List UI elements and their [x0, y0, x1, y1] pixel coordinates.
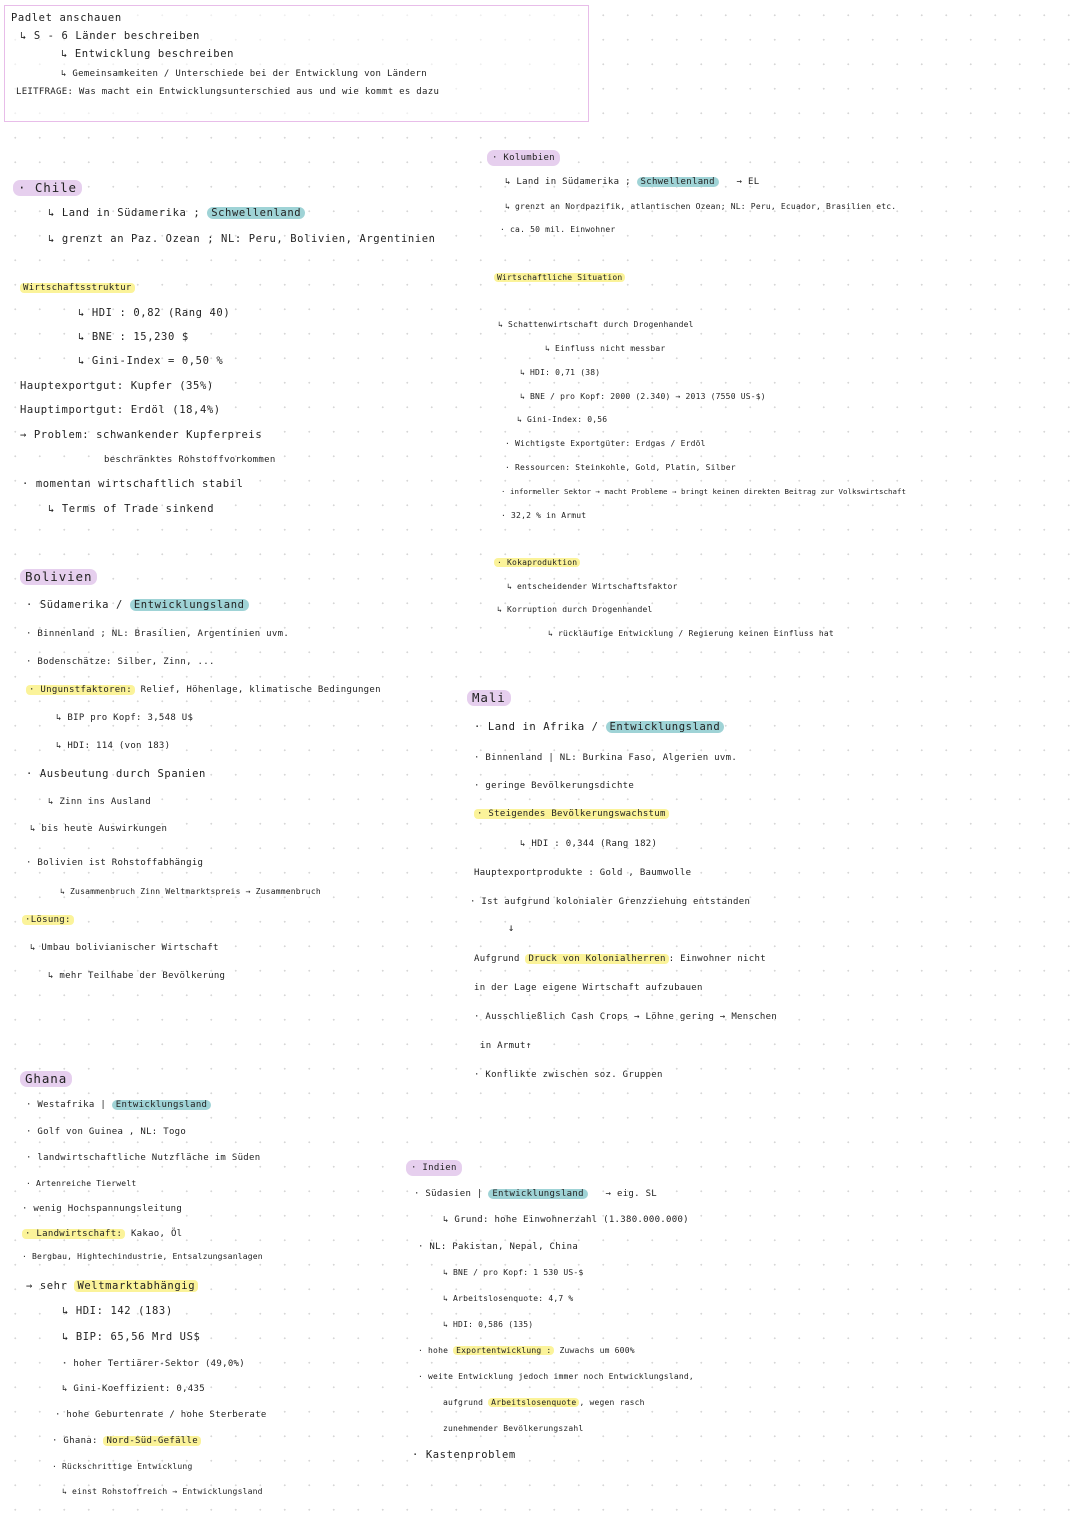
kolumbien-einfluss: ↳ Einfluss nicht messbar	[545, 344, 666, 353]
ghana-west: · Westafrika | Entwicklungsland	[26, 1098, 211, 1112]
indien-export: · hohe Exportentwicklung : Zuwachs um 600%	[418, 1346, 635, 1355]
ghana-bergbau: · Bergbau, Hightechindustrie, Entsalzungsanlagen	[22, 1252, 263, 1261]
bolivien-boden: · Bodenschätze: Silber, Zinn, ...	[26, 657, 215, 667]
indien-zunehm: zunehmender Bevölkerungszahl	[443, 1424, 584, 1433]
ghana-welt: → sehr Weltmarktabhängig	[26, 1279, 198, 1293]
ghana-rueck: · Rückschrittige Entwicklung	[52, 1462, 193, 1471]
mali-druck: Aufgrund Druck von Kolonialherren : Einwohner nicht	[474, 954, 766, 964]
mali-arrow: ↓	[508, 922, 515, 934]
chile-terms: ↳ Terms of Trade sinkend	[48, 503, 215, 515]
ghana-landwirtschaft: · Landwirtschaft: Kakao, Öl	[22, 1227, 182, 1241]
kolumbien-koka-title: · Kokaproduktion	[494, 556, 580, 570]
chile-problem: → Problem: schwankender Kupferpreis	[20, 429, 263, 441]
bolivien-title: Bolivien	[20, 569, 97, 585]
chile-ws-title: Wirtschaftsstruktur	[20, 281, 135, 295]
kolumbien-ress: · Ressourcen: Steinkohle, Gold, Platin, Silber	[505, 463, 736, 472]
bolivien-heute: ↳ bis heute Auswirkungen	[30, 824, 168, 834]
mali-wachstum: · Steigendes Bevölkerungswachstum	[474, 807, 669, 821]
ghana-landw: · landwirtschaftliche Nutzfläche im Süden	[26, 1153, 261, 1163]
chile-status-badge: Schwellenland	[207, 207, 305, 219]
kolumbien-einw: · ca. 50 mil. Einwohner	[500, 225, 616, 234]
chile-import: Hauptimportgut: Erdöl (18,4%)	[20, 404, 221, 416]
kolumbien-rueck: ↳ rückläufige Entwicklung / Regierung keinen Einfluss hat	[548, 629, 834, 638]
ghana-bip: ↳ BIP: 65,56 Mrd US$	[62, 1331, 201, 1343]
indien-sud: · Südasien | Entwicklungsland → eig. SL	[414, 1189, 658, 1199]
kolumbien-bne: ↳ BNE / pro Kopf: 2000 (2.340) → 2013 (7550 US-$)	[520, 392, 766, 401]
kolumbien-ws-title: Wirtschaftliche Situation	[494, 271, 625, 285]
ghana-hdi: ↳ HDI: 142 (183)	[62, 1305, 173, 1317]
kolumbien-korr: ↳ Korruption durch Drogenhandel	[497, 605, 653, 614]
chile-title: · Chile	[13, 180, 82, 196]
kolumbien-title: · Kolumbien	[487, 150, 560, 166]
kolumbien-informell: · informeller Sektor → macht Probleme ⇒ bringt keinen direkten Beitrag zur Volkswirtschaft	[501, 487, 906, 496]
kolumbien-export: · Wichtigste Exportgüter: Erdgas / Erdöl	[505, 439, 706, 448]
chile-gini: ↳ Gini-Index = 0,50 %	[78, 355, 224, 367]
indien-nl: · NL: Pakistan, Nepal, China	[418, 1242, 579, 1252]
chile-bne: ↳ BNE : 15,230 $	[78, 331, 189, 343]
chile-hdi: ↳ HDI : 0,82 (Rang 40)	[78, 307, 231, 319]
kolumbien-entsch: ↳ entscheidender Wirtschaftsfaktor	[507, 582, 678, 591]
ghana-einst: ↳ einst Rohstoffreich → Entwicklungsland	[62, 1487, 263, 1496]
indien-aufgrund: aufgrund Arbeitslosenquote , wegen rasch	[443, 1398, 645, 1407]
bolivien-ungunst: · Ungunstfaktoren: Relief, Höhenlage, klimatische Bedingungen	[26, 683, 381, 697]
ghana-title: Ghana	[20, 1071, 72, 1087]
mali-lage: in der Lage eigene Wirtschaft aufzubauen	[474, 983, 703, 993]
bolivien-zusammen: ↳ Zusammenbruch Zinn Weltmarktspreis → Zusammenbruch	[60, 887, 321, 896]
indien-grund: ↳ Grund: hohe Einwohnerzahl (1.380.000.000)	[443, 1215, 689, 1225]
mali-hdi: ↳ HDI : 0,344 (Rang 182)	[520, 839, 658, 849]
indien-status-badge: Entwicklungsland	[488, 1189, 588, 1199]
bolivien-status-badge: Entwicklungsland	[130, 599, 249, 611]
ghana-nordsued: · Ghana: Nord-Süd-Gefälle	[52, 1434, 201, 1448]
header-line-2: ↳ S - 6 Länder beschreiben	[20, 30, 200, 42]
header-line-1: Padlet anschauen	[11, 12, 122, 24]
chile-grenzt: ↳ grenzt an Paz. Ozean ; NL: Peru, Bolivien, Argentinien	[48, 233, 436, 245]
bolivien-hdi: ↳ HDI: 114 (von 183)	[56, 741, 171, 751]
leitfrage: LEITFRAGE: Was macht ein Entwicklungsunterschied aus und wie kommt es dazu	[16, 87, 440, 97]
indien-kaste: · Kastenproblem	[412, 1449, 516, 1461]
chile-land: ↳ Land in Südamerika ; Schwellenland	[48, 206, 305, 220]
mali-cash: · Ausschließlich Cash Crops → Löhne gering → Menschen	[474, 1012, 778, 1022]
ghana-gini: ↳ Gini-Koeffizient: 0,435	[62, 1384, 205, 1394]
mali-title: Mali	[467, 690, 511, 706]
bolivien-bip: ↳ BIP pro Kopf: 3,548 U$	[56, 713, 194, 723]
ghana-status-badge: Entwicklungsland	[112, 1100, 212, 1110]
mali-export: Hauptexportprodukte : Gold , Baumwolle	[474, 868, 692, 878]
kolumbien-land: ↳ Land in Südamerika ; Schwellenland → EL	[505, 177, 760, 187]
ghana-wenig: · wenig Hochspannungsleitung	[22, 1204, 183, 1214]
kolumbien-grenzt: ↳ grenzt an Nordpazifik, atlantischen Ozean; NL: Peru, Ecuador, Brasilien etc.	[505, 202, 897, 211]
chile-export: Hauptexportgut: Kupfer (35%)	[20, 380, 214, 392]
mali-armut: in Armut↑	[480, 1041, 532, 1051]
mali-land: · Land in Afrika / Entwicklungsland	[474, 720, 724, 734]
chile-momentan: · momentan wirtschaftlich stabil	[22, 478, 244, 490]
mali-binnen: · Binnenland | NL: Burkina Faso, Algerien uvm.	[474, 753, 738, 763]
kolumbien-gini: ↳ Gini-Index: 0,56	[517, 415, 608, 424]
bolivien-sud: · Südamerika / Entwicklungsland	[26, 598, 249, 612]
ghana-tert: · hoher Tertiärer-Sektor (49,0%)	[62, 1359, 245, 1369]
indien-bne: ↳ BNE / pro Kopf: 1 530 US-$	[443, 1268, 584, 1277]
indien-title: · Indien	[406, 1160, 462, 1176]
mali-dichte: · geringe Bevölkerungsdichte	[474, 781, 635, 791]
indien-arbeit: ↳ Arbeitslosenquote: 4,7 %	[443, 1294, 574, 1303]
bolivien-abh: · Bolivien ist Rohstoffabhängig	[26, 858, 204, 868]
ghana-geburt: · hohe Geburtenrate / hohe Sterberate	[55, 1410, 267, 1420]
kolumbien-hdi: ↳ HDI: 0,71 (38)	[520, 368, 601, 377]
chile-problem-2: beschränktes Rohstoffvorkommen	[104, 455, 276, 465]
bolivien-loesung: ·Lösung:	[22, 913, 74, 927]
ghana-golf: · Golf von Guinea , NL: Togo	[26, 1127, 187, 1137]
bolivien-binnen: · Binnenland ; NL: Brasilien, Argentinien uvm.	[26, 629, 290, 639]
kolumbien-armut: · 32,2 % in Armut	[501, 511, 587, 520]
mali-konflikt: · Konflikte zwischen soz. Gruppen	[474, 1070, 663, 1080]
ghana-arten: · Artenreiche Tierwelt	[26, 1179, 137, 1188]
mali-status-badge: Entwicklungsland	[606, 721, 725, 733]
bolivien-zinn: ↳ Zinn ins Ausland	[48, 797, 151, 807]
kolumbien-schatten: ↳ Schattenwirtschaft durch Drogenhandel	[498, 320, 694, 329]
header-line-4: ↳ Gemeinsamkeiten / Unterschiede bei der Entwicklung von Ländern	[61, 69, 427, 79]
kolumbien-status-badge: Schwellenland	[637, 177, 719, 187]
indien-hdi: ↳ HDI: 0,586 (135)	[443, 1320, 534, 1329]
bolivien-teilhabe: ↳ mehr Teilhabe der Bevölkerung	[48, 971, 226, 981]
indien-weite: · weite Entwicklung jedoch immer noch Entwicklungsland,	[418, 1372, 694, 1381]
bolivien-umbau: ↳ Umbau bolivianischer Wirtschaft	[30, 943, 219, 953]
header-line-3: ↳ Entwicklung beschreiben	[61, 48, 235, 60]
mali-kolonial: · Ist aufgrund kolonialer Grenzziehung entstanden	[470, 897, 751, 907]
bolivien-ausbeutung: · Ausbeutung durch Spanien	[26, 768, 206, 780]
